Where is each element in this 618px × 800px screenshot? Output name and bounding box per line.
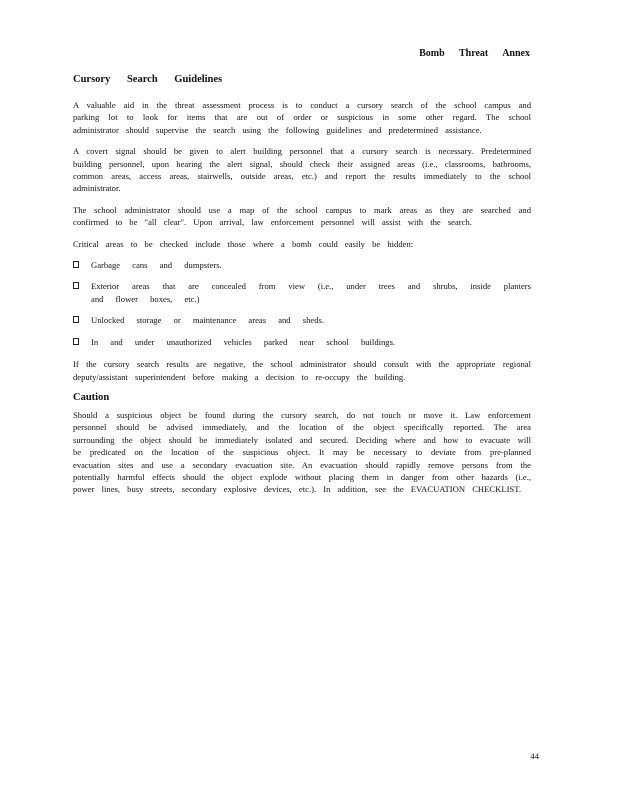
cursory-paragraph-5: If the cursory search results are negative, the school administrator should consult with the appropriate regional deputy/assistant superintendent before making a decision to re-occupy the building. [73, 359, 531, 382]
annex-header: Bomb Threat Annex [419, 48, 530, 59]
critical-areas-list [73, 259, 531, 348]
cursory-paragraph-1: A valuable aid in the threat assessment process is to conduct a cursory search of the school campus and parking lot to look for items that are out of order or suspicious in some other regard. The school administrator should supervise the search using the following guidelines and predetermined assistance. [73, 100, 531, 135]
list-item [73, 259, 531, 271]
bullet-box-icon [73, 316, 79, 323]
bullet-box-icon [73, 261, 79, 268]
caution-paragraph: Should a suspicious object be found during the cursory search, do not touch or move it. Law enforcement personnel should be advised immediately, and the location of the object specifically reported. The area surrounding the object should be immediately isolated and secured. Deciding where and how to evacuate will be predicated on the location of the suspicious object. It may be necessary to deviate from pre-planned evacuation sites and use a secondary evacuation site. An evacuation should rapidly remove persons from the potentially harmful effects should the object explode without placing them in danger from other hazards (i.e., power lines, busy streets, secondary explosive devices, etc.). In addition, see the EVACUATION CHECKLIST. [73, 409, 531, 495]
cursory-search-heading: Cursory Search Guidelines [73, 74, 223, 85]
list-item-text: Unlocked storage or maintenance areas and sheds. [91, 315, 324, 326]
bullet-box-icon [73, 282, 79, 289]
page-number: 44 [530, 751, 539, 761]
list-item [73, 280, 531, 305]
page-content [73, 74, 531, 505]
list-item-text: Garbage cans and dumpsters. [91, 260, 222, 271]
caution-heading: Caution [73, 391, 110, 403]
bullet-box-icon [73, 338, 79, 345]
list-item [73, 314, 531, 326]
list-item [73, 336, 531, 348]
cursory-paragraph-4: Critical areas to be checked include those where a bomb could easily be hidden: [73, 238, 414, 249]
list-item-text: In and under unauthorized vehicles parked near school buildings. [91, 336, 396, 347]
list-item-text: Exterior areas that are concealed from view (i.e., under trees and shrubs, inside planters and flower boxes, etc.) [91, 281, 531, 304]
cursory-paragraph-2: A covert signal should be given to alert building personnel that a cursory search is necessary. Predetermined building personnel, upon hearing the alert signal, should check their assigned areas (i.e., classrooms, bathrooms, common areas, access areas, stairwells, outside areas, etc.) and report the results immediately to the school administrator. [73, 146, 531, 194]
cursory-paragraph-3: The school administrator should use a map of the school campus to mark areas as they are searched and confirmed to be "all clear". Upon arrival, law enforcement personnel will assist with the search. [73, 204, 531, 228]
